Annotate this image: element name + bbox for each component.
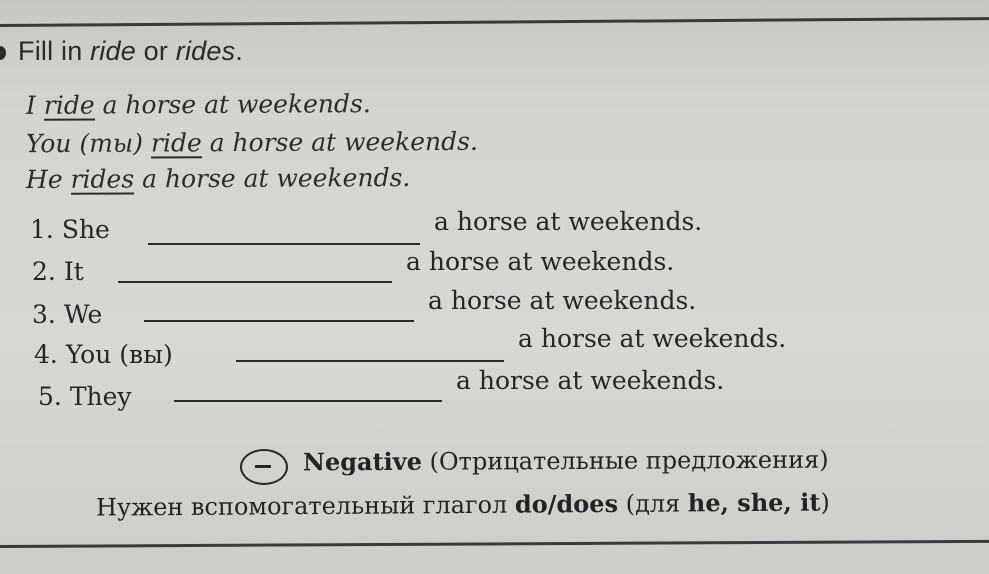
top-divider <box>0 17 989 27</box>
exercise-instruction <box>18 36 243 67</box>
example-rest: a horse at weekends. <box>134 162 411 194</box>
exercise-number-subject <box>34 340 173 369</box>
instruction-word-ride: ride <box>90 36 136 66</box>
rule-pronouns: he, she, it <box>687 487 821 518</box>
example-answer: rides <box>70 164 135 194</box>
negative-heading <box>303 445 829 477</box>
answer-blank[interactable] <box>236 360 504 362</box>
example-subject: I <box>25 90 44 120</box>
exercise-bullet-icon <box>0 46 6 60</box>
bottom-divider <box>0 540 989 548</box>
exercise-subject: She <box>61 215 110 244</box>
exercise-number: 2. <box>32 257 56 286</box>
example-line <box>26 127 478 160</box>
rule-text-start: Нужен вспомогательный глагол <box>95 490 516 522</box>
answer-blank[interactable] <box>174 400 442 402</box>
instruction-prefix: Fill in <box>18 36 91 66</box>
example-line <box>26 163 410 195</box>
exercise-subject: You (вы) <box>65 340 173 369</box>
rule-text-middle: (для <box>617 489 688 518</box>
negative-heading-bold: Negative <box>302 446 423 477</box>
exercise-subject: We <box>63 300 103 329</box>
exercise-number: 4. <box>34 340 58 369</box>
example-rest: a horse at weekends. <box>201 126 478 158</box>
example-line <box>26 89 371 121</box>
exercise-rest: a horse at weekends. <box>518 324 787 353</box>
exercise-rest: a horse at weekends. <box>456 366 725 395</box>
rule-auxiliary-verbs: do/does <box>514 488 619 519</box>
exercise-subject: It <box>63 257 84 286</box>
instruction-word-rides: rides <box>175 36 236 66</box>
exercise-rest: a horse at weekends. <box>406 247 675 276</box>
exercise-rest: a horse at weekends. <box>434 207 703 236</box>
exercise-number-subject <box>32 300 102 329</box>
exercise-number: 3. <box>32 300 56 329</box>
exercise-number: 5. <box>38 382 62 411</box>
negative-rule-text <box>96 487 830 521</box>
rule-text-end: ) <box>820 488 830 517</box>
instruction-suffix: . <box>235 36 243 66</box>
instruction-middle: or <box>135 36 176 66</box>
minus-circle-icon <box>240 449 288 485</box>
example-rest: a horse at weekends. <box>94 89 371 120</box>
minus-sign <box>255 465 271 468</box>
exercise-number: 1. <box>30 215 54 244</box>
answer-blank[interactable] <box>148 243 420 245</box>
exercise-number-subject <box>30 215 110 244</box>
example-subject: You (ты) <box>25 128 152 159</box>
example-subject: He <box>25 164 71 195</box>
exercise-number-subject <box>38 382 132 411</box>
answer-blank[interactable] <box>144 320 414 322</box>
negative-heading-translation: (Отрицательные предложения) <box>421 445 829 476</box>
example-answer: ride <box>150 128 202 158</box>
answer-blank[interactable] <box>118 281 392 283</box>
exercise-number-subject <box>32 257 84 286</box>
exercise-rest: a horse at weekends. <box>428 286 697 315</box>
example-answer: ride <box>43 90 95 120</box>
exercise-subject: They <box>69 382 132 411</box>
